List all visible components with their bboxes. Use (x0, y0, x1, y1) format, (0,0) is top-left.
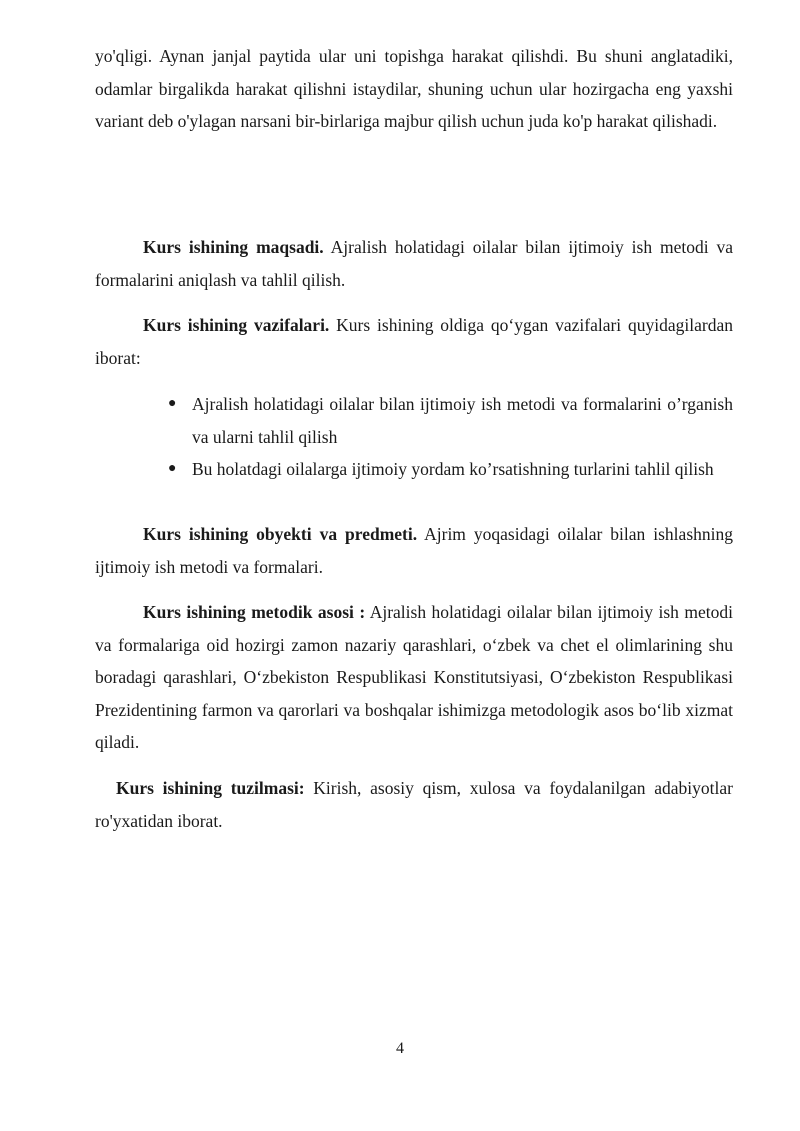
obyekt-heading: Kurs ishining obyekti va predmeti. (143, 524, 418, 544)
tuzilma-heading: Kurs ishining tuzilmasi: (116, 778, 305, 798)
list-item-text: Bu holatdagi oilalarga ijtimoiy yordam ko’rsatishning turlarini tahlil qilish (192, 459, 714, 479)
bullet-icon: ● (168, 396, 177, 411)
maqsad-heading: Kurs ishining maqsadi. (143, 237, 324, 257)
maqsad-paragraph (95, 231, 733, 296)
tuzilma-text: Kirish, asosiy qism, xulosa va foydalanilgan adabiyotlar ro'yxatidan iborat. (95, 778, 733, 831)
intro-paragraph: yo'qligi. Aynan janjal paytida ular uni topishga harakat qilishdi. Bu shuni anglatadiki, odamlar birgalikda harakat qilishni istaydilar, shuning uchun ular hozirgacha eng yaxshi variant deb o'ylagan narsani bir-birlariga majbur qilish uchun juda ko'p harakat qilishadi. (95, 46, 733, 131)
vazifalar-list (168, 388, 733, 486)
vazifalar-paragraph (95, 309, 733, 374)
list-item (168, 453, 733, 486)
obyekt-paragraph (95, 518, 733, 583)
obyekt-text: Ajrim yoqasidagi oilalar bilan ishlashning ijtimoiy ish metodi va formalari. (95, 524, 733, 577)
list-item (168, 388, 733, 453)
vazifalar-text: Kurs ishining oldiga qo‘ygan vazifalari quyidagilardan iborat: (95, 315, 733, 368)
metodik-heading: Kurs ishining metodik asosi : (143, 602, 366, 622)
metodik-paragraph (95, 596, 733, 759)
list-item-text: Ajralish holatidagi oilalar bilan ijtimoiy ish metodi va formalarini o’rganish va ularni tahlil qilish (192, 394, 733, 447)
tuzilma-paragraph (95, 772, 733, 837)
maqsad-text: Ajralish holatidagi oilalar bilan ijtimoiy ish metodi va formalarini aniqlash va tahlil qilish. (95, 237, 734, 290)
bullet-icon: ● (168, 461, 177, 476)
metodik-text: Ajralish holatidagi oilalar bilan ijtimoiy ish metodi va formalariga oid hozirgi zamon nazariy qarashlari, o‘zbek va chet el olimlarining shu boradagi qarashlari, O‘zbekiston Respublikasi Konstitutsiyasi, O‘zbekiston Respublikasi Prezidentining farmon va qarorlari va boshqalar ishimizga metodologik asos bo‘lib xizmat qiladi. (95, 602, 733, 752)
vazifalar-heading: Kurs ishining vazifalari. (143, 315, 330, 335)
page-number: 4 (396, 1040, 404, 1057)
